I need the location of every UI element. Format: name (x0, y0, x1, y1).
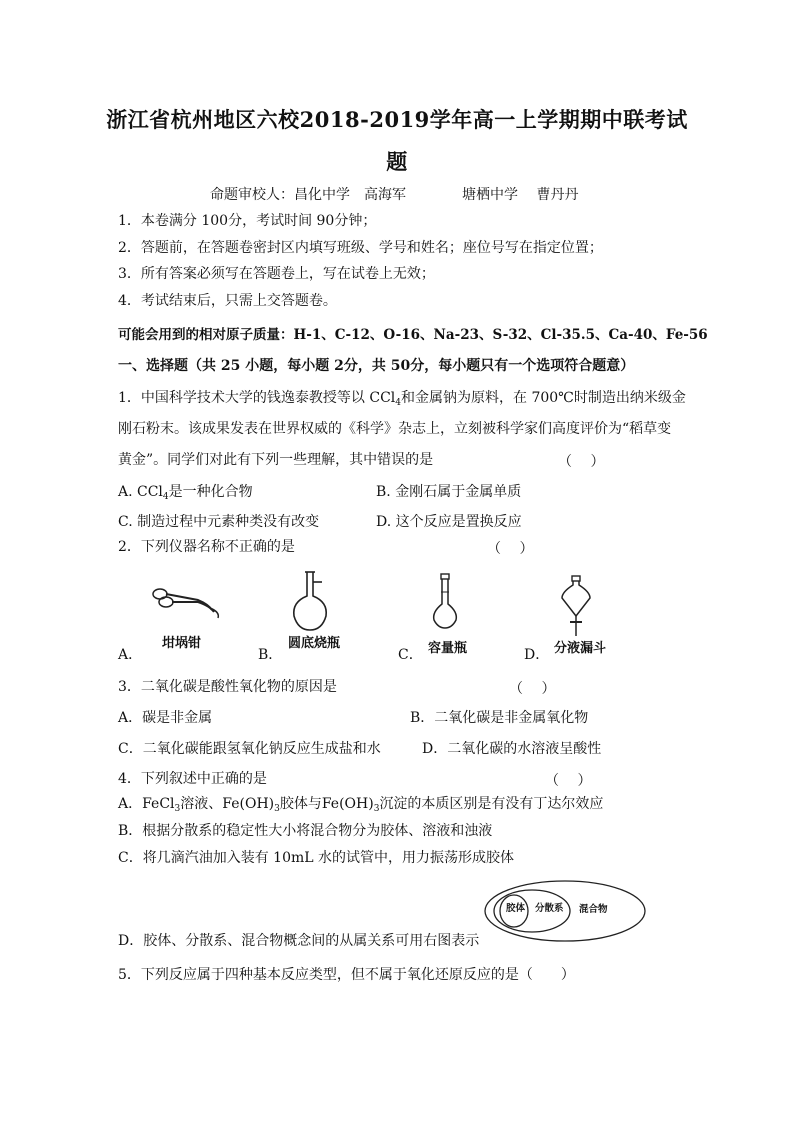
q1-option-a: A. CCl$_4$是一种化合物 (118, 484, 253, 502)
diagram-label-mixture: 混合物 (579, 904, 608, 915)
q4-answer-paren: （ ） (545, 773, 592, 789)
exam-title-line1: 浙江省杭州地区六校2018-2019学年高一上学期期中联考试 (106, 107, 688, 132)
q3-option-c: C．二氧化碳能跟氢氧化钠反应生成盐和水 (118, 741, 381, 757)
q2-option-a: A． (118, 647, 143, 663)
atomic-mass-line: 可能会用到的相对原子质量：H-1、C-12、O-16、Na-23、S-32、Cl-35.5、Ca-40、Fe-56 (118, 327, 708, 343)
q3-option-a: A．碳是非金属 (118, 710, 213, 726)
q5-stem: 5．下列反应属于四种基本反应类型，但不属于氧化还原反应的是（ ） (118, 967, 575, 983)
author-first: 命题审校人：昌化中学 高海军 (210, 187, 406, 203)
label-round-bottom-flask: 圆底烧瓶 (288, 636, 341, 651)
author-second: 塘栖中学 曹丹丹 (462, 187, 579, 203)
q1-line1: 1．中国科学技术大学的钱逸泰教授等以 CCl$_4$和金属钠为原料，在 700℃时制造出纳米级金 (118, 390, 686, 408)
q4-option-d: D．胶体、分散系、混合物概念间的从属关系可用右图表示 (118, 933, 480, 949)
note-4: 4．考试结束后，只需上交答题卷。 (118, 293, 337, 309)
q1-line3: 黄金”。同学们对此有下列一些理解，其中错误的是 (118, 452, 434, 468)
authors-line (210, 186, 406, 204)
q2-answer-paren: （ ） (487, 541, 534, 557)
label-separatory-funnel: 分液漏斗 (554, 641, 607, 656)
separatory-funnel-icon (558, 576, 594, 638)
q1-answer-paren: （ ） (558, 454, 605, 470)
q3-stem: 3．二氧化碳是酸性氧化物的原因是 (118, 679, 337, 695)
label-volumetric-flask: 容量瓶 (428, 641, 468, 656)
q4-option-c: C．将几滴汽油加入装有 10mL 水的试管中，用力振荡形成胶体 (118, 850, 514, 866)
q1-option-c: C. 制造过程中元素种类没有改变 (118, 514, 320, 530)
q1-option-b: B. 金刚石属于金属单质 (376, 484, 522, 500)
q2-option-d: D． (524, 647, 550, 663)
q1-option-d: D. 这个反应是置换反应 (376, 514, 522, 530)
q4-stem: 4．下列叙述中正确的是 (118, 771, 267, 787)
q2-option-c: C． (398, 647, 423, 663)
q2-stem: 2．下列仪器名称不正确的是 (118, 539, 295, 555)
q3-option-d: D．二氧化碳的水溶液呈酸性 (422, 741, 602, 757)
q2-option-b: B． (258, 647, 283, 663)
diagram-label-colloid: 胶体 (506, 903, 526, 914)
q3-option-b: B．二氧化碳是非金属氧化物 (410, 710, 589, 726)
label-crucible-tongs: 坩埚钳 (162, 636, 202, 651)
note-3: 3．所有答案必须写在答题卷上，写在试卷上无效； (118, 266, 435, 282)
q1-line2: 刚石粉末。该成果发表在世界权威的《科学》杂志上，立刻被科学家们高度评价为“稻草变 (118, 421, 672, 437)
volumetric-flask-icon (430, 574, 460, 630)
section-heading: 一、选择题（共 25 小题，每小题 2分，共 50分，每小题只有一个选项符合题意） (118, 358, 635, 374)
q4-option-a: A．FeCl$_3$溶液、$Fe(OH)_3$胶体与$Fe(OH)_3$沉淀的本质区别是有没有丁达尔效应 (118, 796, 604, 814)
exam-title-line2: 题 (386, 149, 408, 174)
note-2: 2．答题前，在答题卷密封区内填写班级、学号和姓名；座位号写在指定位置； (118, 240, 603, 256)
crucible-tongs-icon (148, 580, 228, 620)
diagram-label-dispersion-system: 分散系 (535, 903, 564, 914)
q3-answer-paren: （ ） (509, 681, 556, 697)
q4-option-b: B．根据分散系的稳定性大小将混合物分为胶体、溶液和浊液 (118, 823, 493, 839)
round-bottom-flask-icon (290, 570, 330, 632)
note-1: 1．本卷满分 100分，考试时间 90分钟； (118, 213, 377, 229)
